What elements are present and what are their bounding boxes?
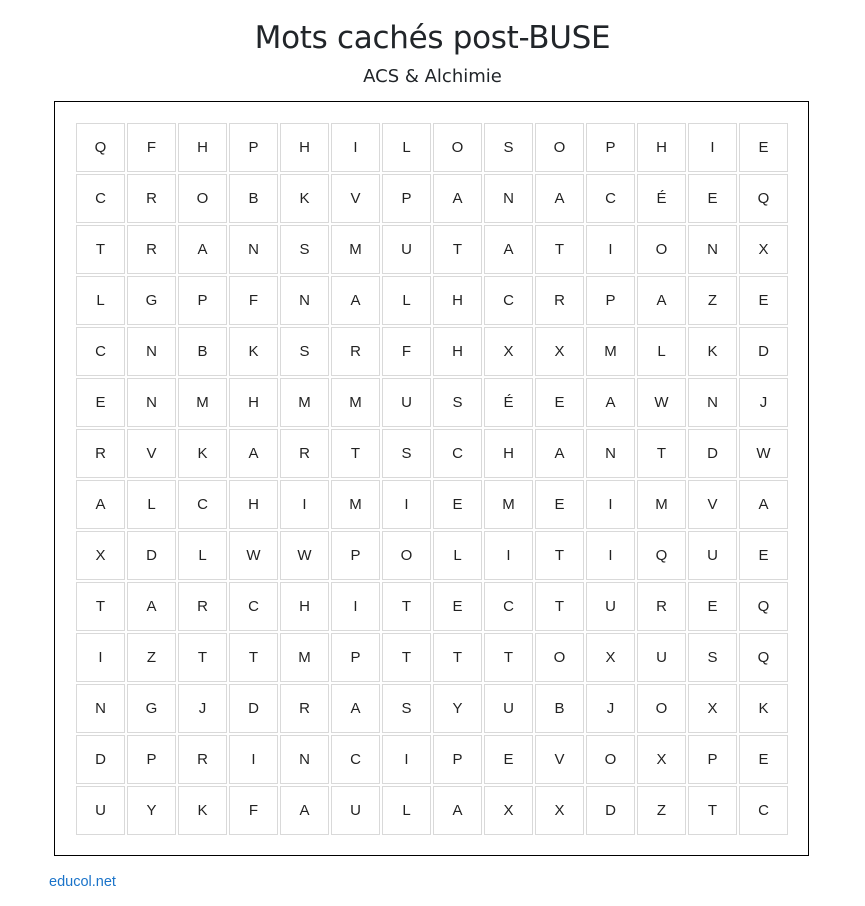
grid-cell[interactable]: A [76,480,125,529]
grid-cell[interactable]: V [127,429,176,478]
grid-cell[interactable]: A [586,378,635,427]
grid-cell[interactable]: N [688,378,737,427]
grid-cell[interactable]: K [178,429,227,478]
grid-cell[interactable]: W [280,531,329,580]
grid-cell[interactable]: I [586,480,635,529]
grid-cell[interactable]: I [331,123,380,172]
grid-cell[interactable]: R [535,276,584,325]
grid-cell[interactable]: E [739,735,788,784]
grid-cell[interactable]: P [688,735,737,784]
grid-cell[interactable]: D [127,531,176,580]
grid-cell[interactable]: M [280,633,329,682]
grid-cell[interactable]: L [382,276,431,325]
grid-cell[interactable]: X [739,225,788,274]
grid-cell[interactable]: K [688,327,737,376]
grid-cell[interactable]: N [127,327,176,376]
grid-cell[interactable]: H [280,582,329,631]
grid-cell[interactable]: O [382,531,431,580]
grid-cell[interactable]: R [280,684,329,733]
grid-cell[interactable]: L [382,123,431,172]
grid-cell[interactable]: X [688,684,737,733]
grid-cell[interactable]: P [229,123,278,172]
grid-cell[interactable]: X [586,633,635,682]
grid-cell[interactable]: L [178,531,227,580]
grid-cell[interactable]: X [535,786,584,835]
grid-cell[interactable]: M [331,480,380,529]
grid-cell[interactable]: P [586,123,635,172]
grid-cell[interactable]: Q [739,174,788,223]
grid-cell[interactable]: D [739,327,788,376]
grid-cell[interactable]: B [229,174,278,223]
grid-cell[interactable]: W [637,378,686,427]
grid-cell[interactable]: T [382,633,431,682]
grid-cell[interactable]: M [280,378,329,427]
grid-cell[interactable]: Y [127,786,176,835]
grid-cell[interactable]: A [739,480,788,529]
grid-cell[interactable]: A [229,429,278,478]
grid-cell[interactable]: T [382,582,431,631]
grid-cell[interactable]: L [76,276,125,325]
grid-cell[interactable]: G [127,684,176,733]
grid-cell[interactable]: L [433,531,482,580]
grid-cell[interactable]: U [382,378,431,427]
grid-cell[interactable]: O [637,225,686,274]
grid-cell[interactable]: D [229,684,278,733]
grid-cell[interactable]: U [637,633,686,682]
grid-cell[interactable]: É [637,174,686,223]
grid-cell[interactable]: Q [76,123,125,172]
grid-cell[interactable]: T [433,633,482,682]
grid-cell[interactable]: T [76,582,125,631]
grid-cell[interactable]: X [484,327,533,376]
grid-cell[interactable]: A [433,174,482,223]
grid-cell[interactable]: S [382,429,431,478]
grid-cell[interactable]: E [433,480,482,529]
grid-cell[interactable]: A [331,684,380,733]
grid-cell[interactable]: S [484,123,533,172]
grid-cell[interactable]: A [433,786,482,835]
grid-cell[interactable]: C [586,174,635,223]
grid-cell[interactable]: T [331,429,380,478]
grid-cell[interactable]: E [739,531,788,580]
grid-cell[interactable]: V [331,174,380,223]
grid-cell[interactable]: C [484,582,533,631]
grid-cell[interactable]: X [76,531,125,580]
grid-cell[interactable]: O [535,123,584,172]
grid-cell[interactable]: J [586,684,635,733]
grid-cell[interactable]: J [739,378,788,427]
grid-cell[interactable]: A [331,276,380,325]
grid-cell[interactable]: D [76,735,125,784]
grid-cell[interactable]: R [76,429,125,478]
grid-cell[interactable]: M [586,327,635,376]
grid-cell[interactable]: A [535,174,584,223]
grid-cell[interactable]: N [229,225,278,274]
grid-cell[interactable]: U [484,684,533,733]
grid-cell[interactable]: F [229,786,278,835]
grid-cell[interactable]: X [535,327,584,376]
grid-cell[interactable]: R [178,735,227,784]
grid-cell[interactable]: L [127,480,176,529]
grid-cell[interactable]: K [178,786,227,835]
grid-cell[interactable]: B [178,327,227,376]
grid-cell[interactable]: Q [739,633,788,682]
grid-cell[interactable]: O [433,123,482,172]
grid-cell[interactable]: A [637,276,686,325]
grid-cell[interactable]: O [178,174,227,223]
page-title: Mots cachés post-BUSE [254,20,611,56]
grid-cell[interactable]: A [178,225,227,274]
grid-cell[interactable]: V [535,735,584,784]
grid-cell[interactable]: N [586,429,635,478]
grid-cell[interactable]: I [280,480,329,529]
grid-cell[interactable]: M [484,480,533,529]
grid-cell[interactable]: R [637,582,686,631]
grid-cell[interactable]: C [484,276,533,325]
grid-cell[interactable]: K [280,174,329,223]
grid-cell[interactable]: V [688,480,737,529]
grid-cell[interactable]: T [535,582,584,631]
grid-cell[interactable]: F [382,327,431,376]
grid-cell[interactable]: T [229,633,278,682]
grid-cell[interactable]: Z [127,633,176,682]
grid-cell[interactable]: E [688,582,737,631]
grid-cell[interactable]: R [280,429,329,478]
word-search-frame [54,101,809,856]
grid-cell[interactable]: M [178,378,227,427]
grid-cell[interactable]: T [433,225,482,274]
grid-cell[interactable]: T [484,633,533,682]
grid-cell[interactable]: Y [433,684,482,733]
grid-cell[interactable]: R [331,327,380,376]
grid-cell[interactable]: I [229,735,278,784]
grid-cell[interactable]: C [739,786,788,835]
grid-cell[interactable]: S [280,225,329,274]
grid-cell[interactable]: I [382,735,431,784]
grid-cell[interactable]: Z [688,276,737,325]
grid-cell[interactable]: M [637,480,686,529]
grid-cell[interactable]: L [382,786,431,835]
grid-cell[interactable]: P [331,531,380,580]
grid-cell[interactable]: P [433,735,482,784]
grid-cell[interactable]: H [433,276,482,325]
grid-cell[interactable]: I [382,480,431,529]
grid-cell[interactable]: U [586,582,635,631]
grid-cell[interactable]: R [178,582,227,631]
grid-cell[interactable]: I [688,123,737,172]
grid-cell[interactable]: U [331,786,380,835]
grid-cell[interactable]: P [331,633,380,682]
grid-cell[interactable]: H [229,378,278,427]
grid-cell[interactable]: E [688,174,737,223]
grid-cell[interactable]: K [229,327,278,376]
grid-cell[interactable]: P [382,174,431,223]
grid-cell[interactable]: N [280,735,329,784]
grid-cell[interactable]: R [127,225,176,274]
grid-cell[interactable]: H [178,123,227,172]
grid-cell[interactable]: S [382,684,431,733]
grid-cell[interactable]: I [76,633,125,682]
page-subtitle: ACS & Alchimie [363,66,502,87]
grid-cell[interactable]: O [637,684,686,733]
grid-cell[interactable]: Q [739,582,788,631]
grid-cell[interactable]: Z [637,786,686,835]
grid-cell[interactable]: I [586,225,635,274]
grid-cell[interactable]: N [127,378,176,427]
grid-cell[interactable]: A [535,429,584,478]
grid-cell[interactable]: N [688,225,737,274]
grid-cell[interactable]: É [484,378,533,427]
grid-cell[interactable]: H [637,123,686,172]
grid-cell[interactable]: A [127,582,176,631]
grid-cell[interactable]: M [331,225,380,274]
grid-cell[interactable]: C [433,429,482,478]
grid-cell[interactable]: T [688,786,737,835]
grid-cell[interactable]: A [484,225,533,274]
grid-cell[interactable]: D [688,429,737,478]
grid-cell[interactable]: C [76,174,125,223]
grid-cell[interactable]: I [484,531,533,580]
grid-cell[interactable]: L [637,327,686,376]
grid-cell[interactable]: T [535,531,584,580]
grid-cell[interactable]: N [76,684,125,733]
grid-cell[interactable]: S [433,378,482,427]
grid-cell[interactable]: I [331,582,380,631]
grid-cell[interactable]: N [280,276,329,325]
grid-cell[interactable]: T [76,225,125,274]
grid-cell[interactable]: P [178,276,227,325]
grid-cell[interactable]: J [178,684,227,733]
grid-cell[interactable]: S [280,327,329,376]
grid-cell[interactable]: M [331,378,380,427]
grid-cell[interactable]: W [739,429,788,478]
grid-cell[interactable]: F [127,123,176,172]
grid-cell[interactable]: C [76,327,125,376]
grid-cell[interactable]: A [280,786,329,835]
grid-cell[interactable]: E [739,123,788,172]
grid-cell[interactable]: U [76,786,125,835]
grid-cell[interactable]: O [535,633,584,682]
grid-cell[interactable]: E [433,582,482,631]
grid-cell[interactable]: E [739,276,788,325]
grid-cell[interactable]: E [76,378,125,427]
grid-cell[interactable]: W [229,531,278,580]
grid-cell[interactable]: C [178,480,227,529]
grid-cell[interactable]: U [382,225,431,274]
grid-cell[interactable]: R [127,174,176,223]
grid-cell[interactable]: T [637,429,686,478]
grid-cell[interactable]: S [688,633,737,682]
grid-cell[interactable]: H [484,429,533,478]
grid-cell[interactable]: N [484,174,533,223]
grid-cell[interactable]: B [535,684,584,733]
grid-cell[interactable]: E [535,378,584,427]
grid-cell[interactable]: C [229,582,278,631]
grid-cell[interactable]: X [637,735,686,784]
grid-cell[interactable]: H [433,327,482,376]
grid-cell[interactable]: Q [637,531,686,580]
grid-cell[interactable]: T [178,633,227,682]
grid-cell[interactable]: H [280,123,329,172]
grid-cell[interactable]: E [484,735,533,784]
grid-cell[interactable]: X [484,786,533,835]
grid-cell[interactable]: F [229,276,278,325]
grid-cell[interactable]: O [586,735,635,784]
word-search-grid [76,123,788,835]
grid-cell[interactable]: K [739,684,788,733]
grid-cell[interactable]: H [229,480,278,529]
grid-cell[interactable]: D [586,786,635,835]
grid-cell[interactable]: E [535,480,584,529]
grid-cell[interactable]: C [331,735,380,784]
grid-cell[interactable]: P [127,735,176,784]
grid-cell[interactable]: G [127,276,176,325]
grid-cell[interactable]: U [688,531,737,580]
grid-cell[interactable]: T [535,225,584,274]
educol-link[interactable]: educol.net [49,874,116,890]
grid-cell[interactable]: I [586,531,635,580]
grid-cell[interactable]: P [586,276,635,325]
